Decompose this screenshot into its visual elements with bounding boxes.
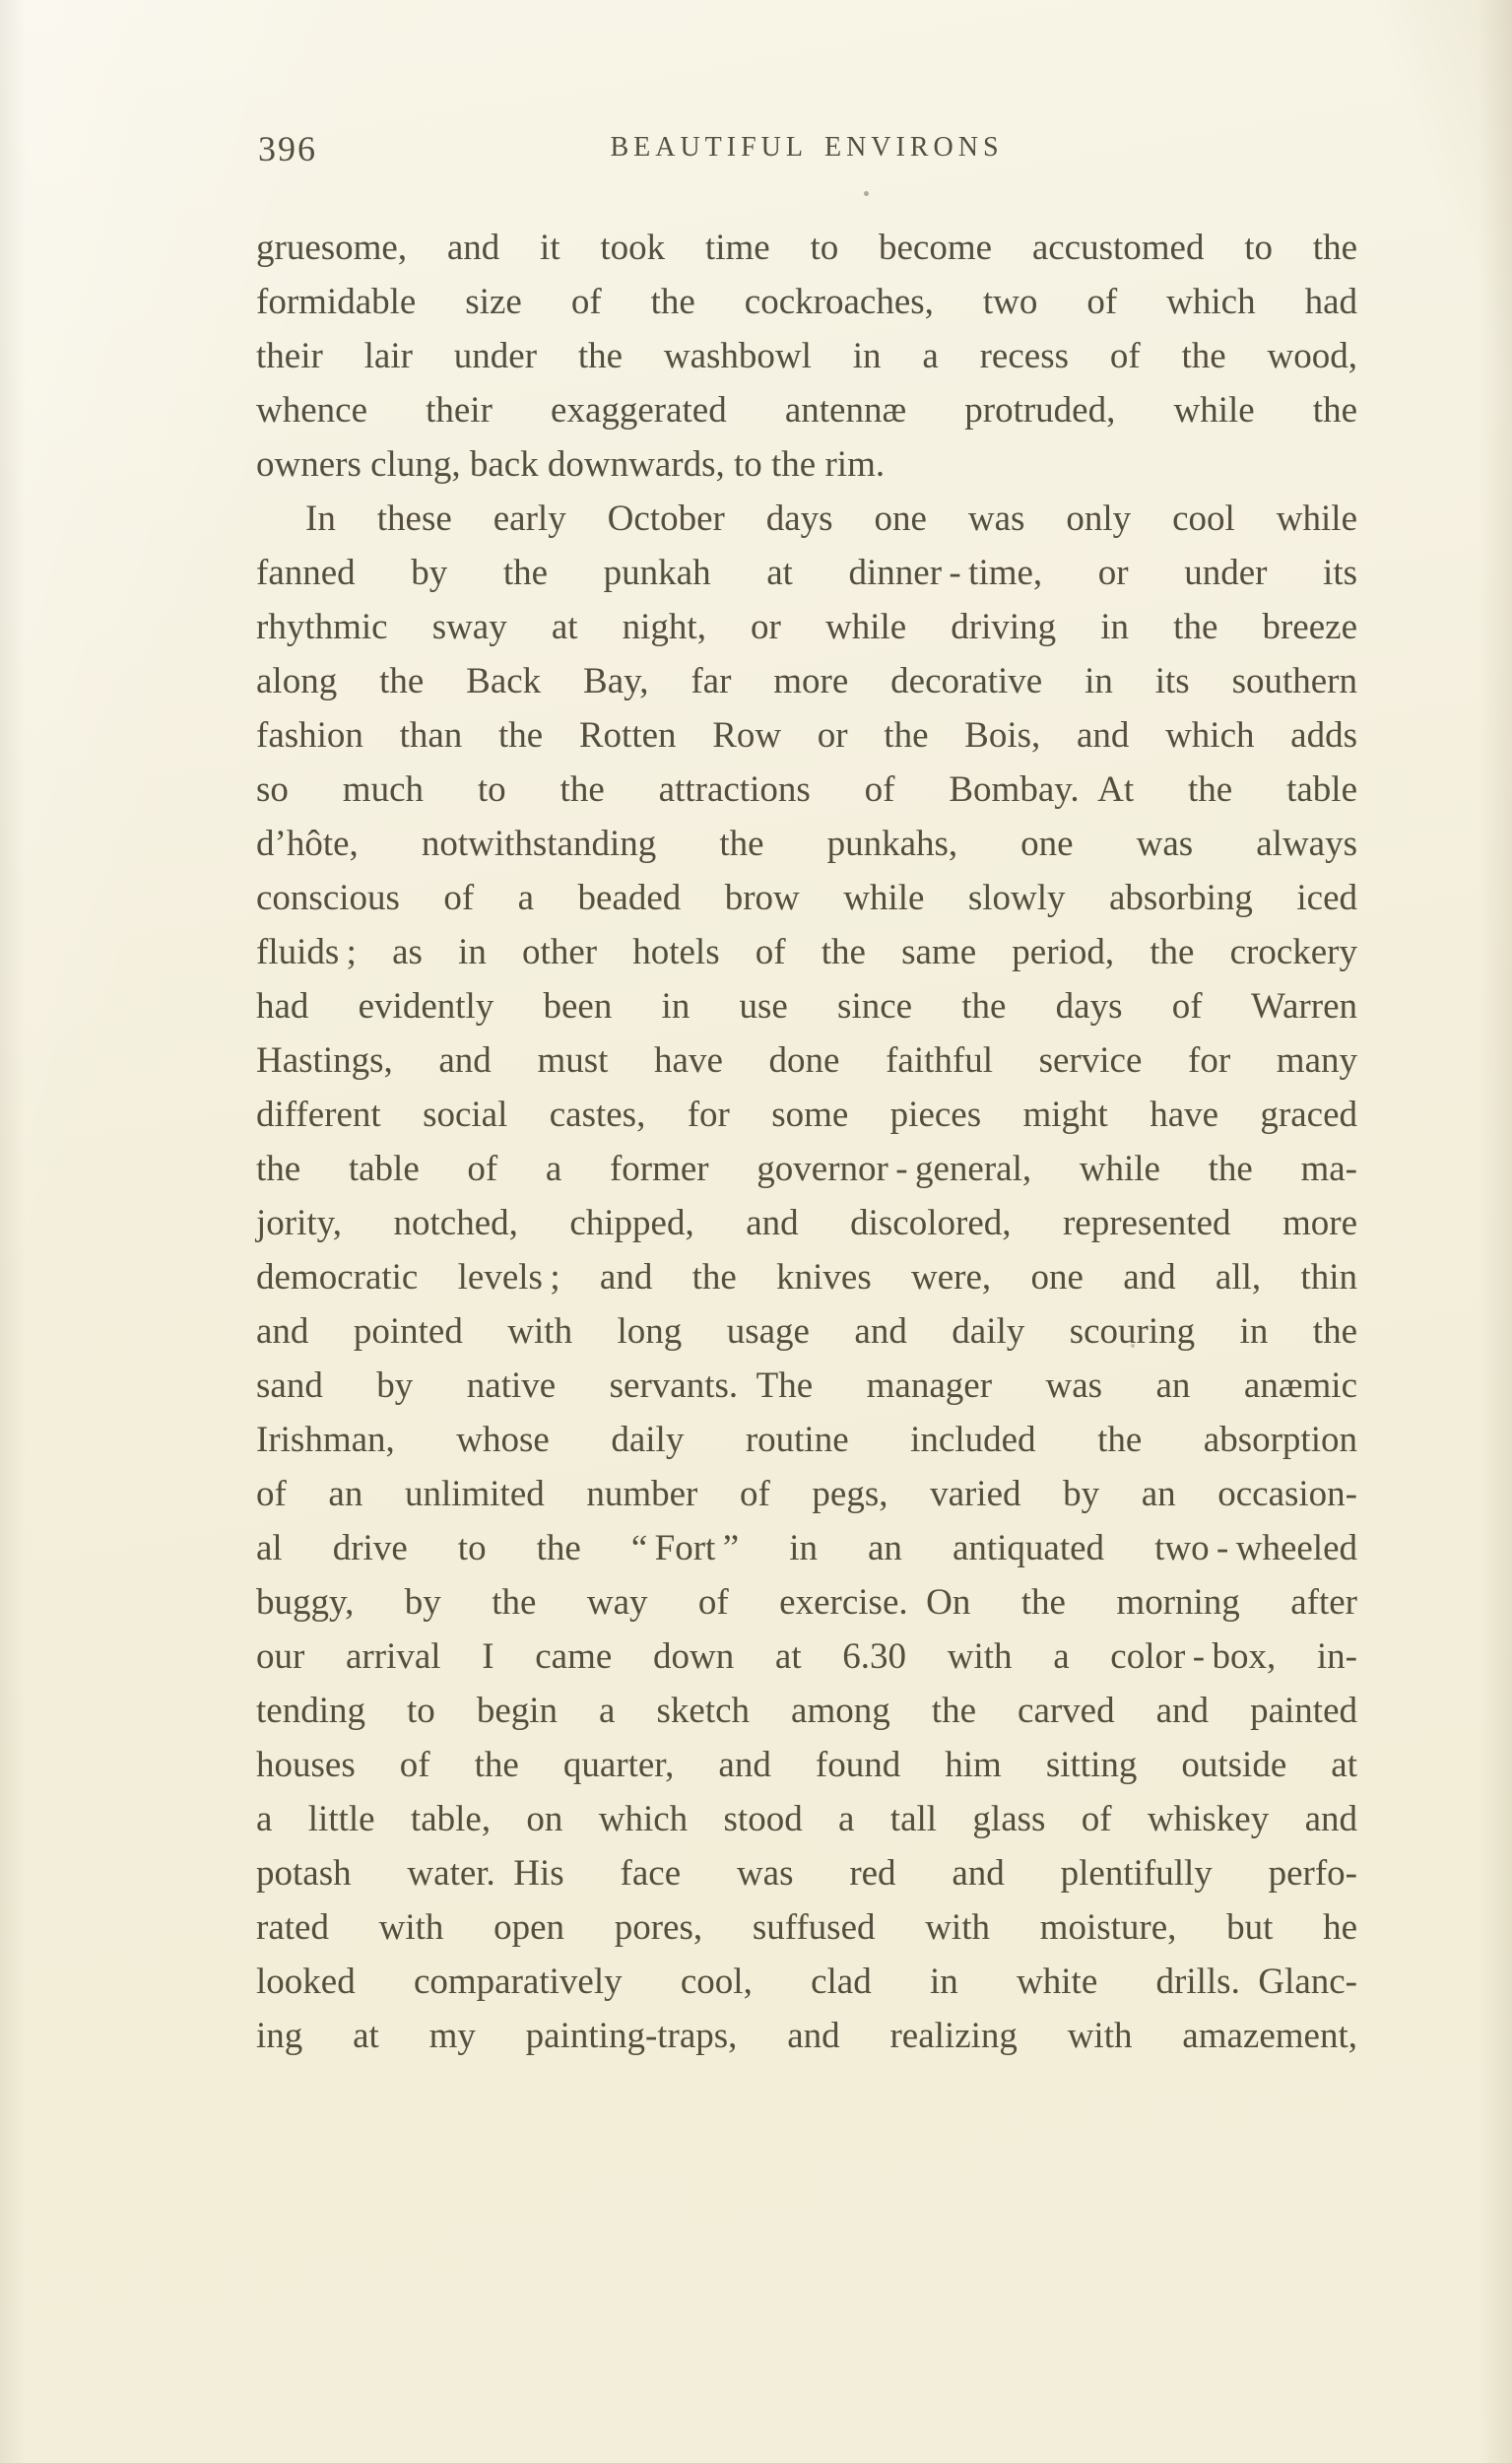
text-block bbox=[256, 221, 1357, 2063]
text-line: tending to begin a sketch among the carved and painted bbox=[256, 1691, 1357, 1731]
text-line: rated with open pores, suffused with moisture, but he bbox=[256, 1907, 1357, 1948]
text-line: looked comparatively cool, clad in white drills. Glanc- bbox=[256, 1962, 1357, 2002]
scan-speck bbox=[1131, 1344, 1135, 1348]
text-line: Hastings, and must have done faithful service for many bbox=[256, 1040, 1357, 1081]
text-line: the table of a former governor - general, while the ma- bbox=[256, 1149, 1357, 1189]
text-line: Irishman, whose daily routine included the absorption bbox=[256, 1420, 1357, 1460]
text-line: different social castes, for some pieces might have graced bbox=[256, 1095, 1357, 1135]
text-line: rhythmic sway at night, or while driving in the breeze bbox=[256, 607, 1357, 647]
text-line: ing at my painting-traps, and realizing with amazement, bbox=[256, 2016, 1357, 2056]
text-line: jority, notched, chipped, and discolored, represented more bbox=[256, 1203, 1357, 1243]
text-line: houses of the quarter, and found him sitting outside at bbox=[256, 1745, 1357, 1785]
text-line: conscious of a beaded brow while slowly absorbing iced bbox=[256, 878, 1357, 918]
text-line: formidable size of the cockroaches, two of which had bbox=[256, 282, 1357, 322]
text-line: a little table, on which stood a tall glass of whiskey and bbox=[256, 1799, 1357, 1839]
text-line: al drive to the “ Fort ” in an antiquated two - wheeled bbox=[256, 1528, 1357, 1568]
text-line: and pointed with long usage and daily scouring in the bbox=[256, 1311, 1357, 1352]
text-line: had evidently been in use since the days of Warren bbox=[256, 986, 1357, 1027]
page-number: 396 bbox=[258, 129, 317, 168]
text-line: of an unlimited number of pegs, varied by an occasion- bbox=[256, 1474, 1357, 1514]
scan-speck bbox=[864, 191, 869, 196]
text-line: gruesome, and it took time to become accustomed to the bbox=[256, 228, 1357, 268]
page-header bbox=[256, 126, 1357, 169]
running-title: BEAUTIFUL ENVIRONS bbox=[610, 132, 1004, 163]
page-edge-shadow-left bbox=[0, 0, 26, 2463]
page-edge-shadow-right bbox=[1479, 0, 1512, 2463]
text-line: along the Back Bay, far more decorative in its southern bbox=[256, 661, 1357, 701]
text-line: fashion than the Rotten Row or the Bois, and which adds bbox=[256, 715, 1357, 756]
text-line: d’hôte, notwithstanding the punkahs, one was always bbox=[256, 824, 1357, 864]
text-line: whence their exaggerated antennæ protruded, while the bbox=[256, 390, 1357, 431]
text-line: our arrival I came down at 6.30 with a color - box, in- bbox=[256, 1636, 1357, 1677]
text-line: democratic levels ; and the knives were, one and all, thin bbox=[256, 1257, 1357, 1298]
text-line: their lair under the washbowl in a recess of the wood, bbox=[256, 336, 1357, 376]
text-line: fanned by the punkah at dinner - time, or under its bbox=[256, 553, 1357, 593]
text-line: fluids ; as in other hotels of the same period, the crockery bbox=[256, 932, 1357, 972]
text-line: buggy, by the way of exercise. On the morning after bbox=[256, 1582, 1357, 1623]
text-line: In these early October days one was only cool while bbox=[305, 499, 1357, 539]
text-line: potash water. His face was red and plentifully perfo- bbox=[256, 1853, 1357, 1894]
text-line: so much to the attractions of Bombay. At the table bbox=[256, 769, 1357, 810]
text-line: owners clung, back downwards, to the rim. bbox=[256, 444, 886, 485]
text-line: sand by native servants. The manager was an anæmic bbox=[256, 1365, 1357, 1406]
